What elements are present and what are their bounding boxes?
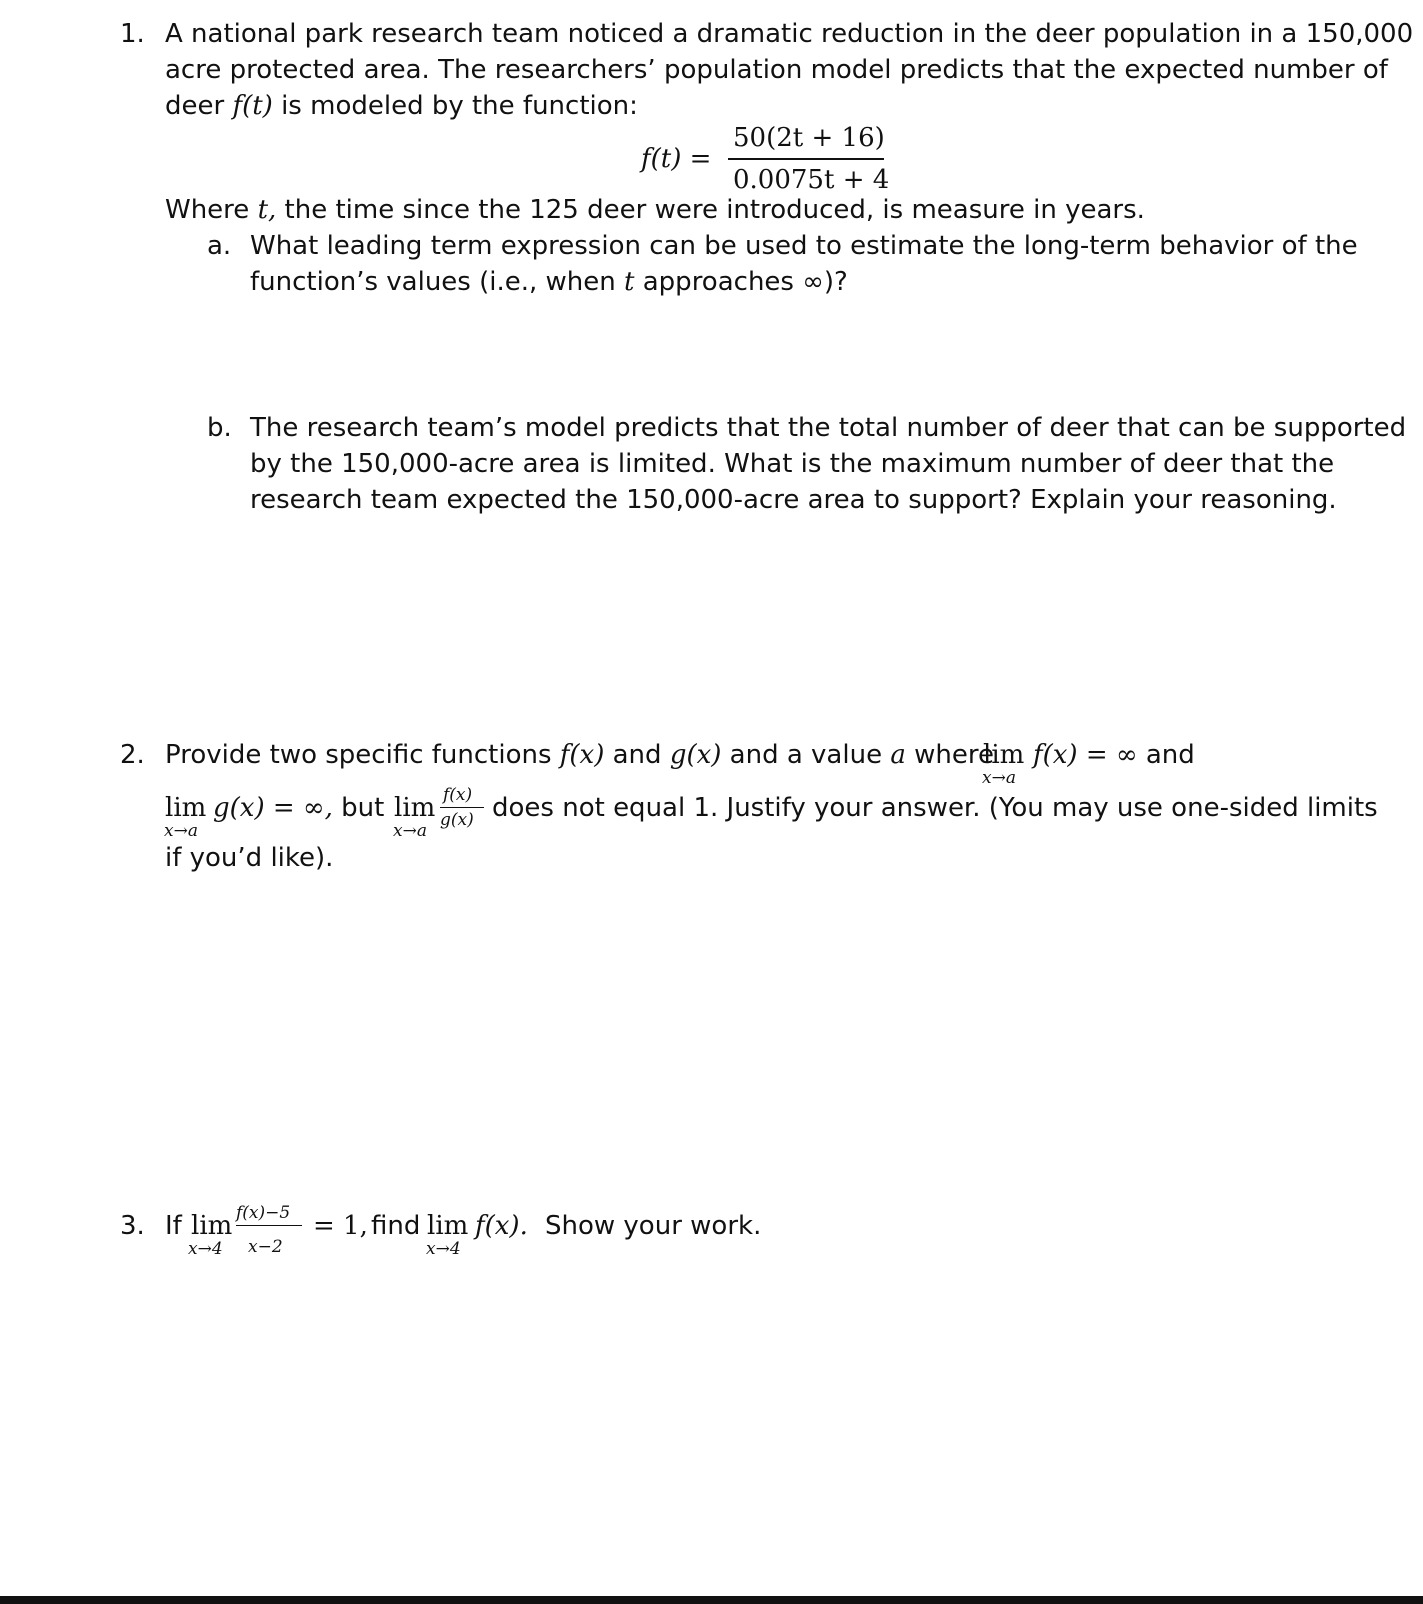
q3-number: 3.	[120, 1211, 145, 1241]
q1-number: 1.	[120, 19, 145, 49]
q2-and-word: and	[612, 740, 662, 770]
q3-show-work: Show your work.	[545, 1211, 762, 1241]
q1-line-1: A national park research team noticed a dramatic reduction in the deer population in a 150,000	[165, 19, 1414, 49]
q3-find-word: find	[371, 1211, 421, 1241]
q2-g-limit-tail	[213, 790, 384, 826]
q2-where-word: where	[914, 740, 994, 770]
q2-line-2: does not equal 1. Justify your answer. (You may use one-sided limits	[492, 793, 1378, 823]
q2-line-1	[165, 737, 994, 773]
q1a-line-1: What leading term expression can be used to estimate the long-term behavior of the	[250, 231, 1358, 261]
q1-line-3	[165, 88, 638, 124]
q1-where-text: the time since the 125 deer were introduced, is measure in years.	[284, 195, 1145, 225]
q2-g-of-x: g(x)	[669, 740, 722, 770]
q1-where-word: Where	[165, 195, 250, 225]
q3-frac-numerator: f(x)−5	[236, 1203, 291, 1223]
q1a-line-2	[250, 264, 848, 300]
q1-fraction-bar	[728, 158, 884, 160]
q2-line-1-text: Provide two specific functions	[165, 740, 552, 770]
q3-frac-denominator: x−2	[248, 1237, 283, 1257]
q2-lim-2-sub: x→a	[164, 821, 198, 841]
q2-f-limit-tail	[1033, 737, 1195, 773]
q1b-line-1: The research team’s model predicts that the total number of deer that can be supported	[250, 413, 1407, 443]
q3-f-of-x: f(x).	[475, 1211, 528, 1241]
q3-equals-one: = 1,	[313, 1211, 368, 1241]
q1a-var: t	[624, 267, 635, 297]
q2-but-word: but	[341, 793, 385, 823]
q1-formula-numerator: 50(2t + 16)	[733, 123, 885, 153]
q1a-line-2-rest: approaches ∞)?	[642, 267, 848, 297]
q2-f-limit: f(x) = ∞	[1033, 740, 1138, 770]
q1-line-2: acre protected area. The researchers’ population model predicts that the expected number of	[165, 55, 1388, 85]
q1-function-name: f(t)	[232, 91, 273, 121]
q1a-line-2-text: function’s values (i.e., when	[250, 267, 616, 297]
q1-line-3-text: deer	[165, 91, 225, 121]
q2-number: 2.	[120, 740, 145, 770]
bottom-bar	[0, 1596, 1423, 1604]
q2-lim-1-sub: x→a	[982, 768, 1016, 788]
q1a-label: a.	[207, 231, 232, 261]
q2-line-1-text-b: and a value	[729, 740, 883, 770]
q1-formula-denominator: 0.0075t + 4	[733, 165, 890, 195]
q1-formula-lhs: f(t) =	[641, 144, 712, 174]
q2-lim-2: lim	[165, 793, 207, 823]
q1b-label: b.	[207, 413, 232, 443]
q3-lim-1: lim	[191, 1211, 233, 1241]
q2-lim-3: lim	[394, 793, 436, 823]
q2-frac-denominator: g(x)	[440, 810, 474, 830]
q2-g-limit: g(x) = ∞,	[213, 793, 333, 823]
q3-lim-2-sub: x→4	[426, 1239, 461, 1259]
q2-frac-bar	[440, 807, 484, 808]
q2-frac-numerator: f(x)	[443, 785, 473, 805]
q2-line-3: if you’d like).	[165, 843, 334, 873]
q3-frac-bar	[236, 1225, 302, 1226]
q2-lim-1: lim	[983, 740, 1025, 770]
q2-lim-3-sub: x→a	[393, 821, 427, 841]
q1-line-3-rest: is modeled by the function:	[281, 91, 638, 121]
q3-if-word: If	[165, 1211, 182, 1241]
q1b-line-2: by the 150,000-acre area is limited. What is the maximum number of deer that the	[250, 449, 1335, 479]
q3-lim-2: lim	[427, 1211, 469, 1241]
q3-lim-1-sub: x→4	[188, 1239, 223, 1259]
q2-a-var: a	[890, 740, 906, 770]
q2-f-of-x: f(x)	[559, 740, 605, 770]
q1-where-var: t,	[257, 195, 277, 225]
q1b-line-3: research team expected the 150,000-acre area to support? Explain your reasoning.	[250, 485, 1337, 515]
q1-where-line	[165, 192, 1145, 228]
q2-and-word-2: and	[1145, 740, 1195, 770]
